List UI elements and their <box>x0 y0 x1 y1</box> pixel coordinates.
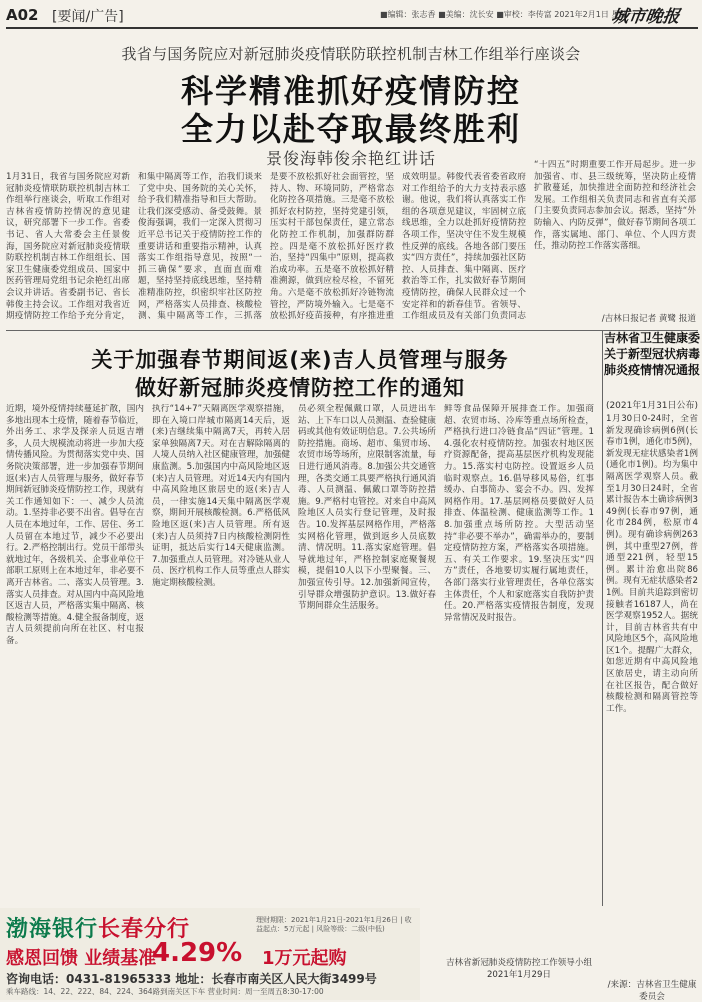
ad-address: 乘车路线：14、22、222、84、224、364路到南关区下车 营业时间：周一至周五8:30-17:00 <box>6 987 324 996</box>
notice-column-3: 员必须全程佩戴口罩，人员进出车站、上下车口以人员测温、查验健康码或其他有效证明信息。7.公共场所防控措施。商场、超市、集贸市场、农贸市场等场所，应限制客流量，每日进行通风消毒。8.加强公共交通管理，各类交通工具要严格执行通风消毒、人员测温、佩戴口罩等防控措施。9.严格村屯管控。对来自中高风险地区人员实行登记管理，及时报告。10.发挥基层网格作用，严格落实网格化管理，做到返乡人员底数清、情况明。11.落实家庭管理。倡导就地过年，严格控制家庭聚餐规模，提倡10人以下小型聚餐。三、加强宣传引导。12.加强新闻宣传，引导群众增强防护意识。13.做好春节期间群众生活服务。 <box>298 404 436 612</box>
top-article-column-5: “十四五”时期重要工作开局起步。进一步加强省、市、县三级统筹，坚决防止疫情扩散蔓延，加快推进全面防控和经济社会发展。工作组相关负责同志和省直有关部门主要负责同志参加会议。据悉，坚持“外防输入、内防反弹”，做好春节期间各项工作，落实属地、部门、单位、个人四方责任，推动防控工作落实落细。 <box>534 160 696 252</box>
page-number: A02 <box>6 6 39 24</box>
top-article-kicker: 我省与国务院应对新冠肺炎疫情联防联控机制吉林工作组举行座谈会 <box>121 45 581 63</box>
top-article-headline-2: 全力以赴夺取最终胜利 <box>180 110 521 148</box>
top-article-signature: /吉林日报记者 黄鹭 报道 <box>601 314 696 324</box>
ad-rate: 4.29% <box>152 938 243 968</box>
notice-signature-date: 2021年1月29日 <box>486 970 552 980</box>
side-report-signature: /来源：吉林省卫生健康委员会 <box>607 980 697 1002</box>
section-bracket-right: ] <box>118 9 124 25</box>
ad-slogan: 感恩回馈 业绩基准 <box>6 948 157 969</box>
ad-bank-name-part2: 长春分行 <box>98 917 191 942</box>
side-report-date: (2021年1月31日公布) <box>605 401 699 411</box>
ad-bank-name-part1: 渤海银行 <box>6 917 99 942</box>
notice-title-2: 做好新冠肺炎疫情防控工作的通知 <box>135 376 465 400</box>
top-article-column-1: 1月31日，我省与国务院应对新冠肺炎疫情联防联控机制吉林工作组举行座谈会，听取工作组对吉林省疫情防控情况的意见建议，研究部署下一步工作。省委书记、省人大常委会主任景俊海，国务院应对新冠肺炎疫情联防联控机制吉林工作组组长、国家卫生健康委党组成员、国家中医药管理局党组书记余艳红出席会议并讲话。省委副书记、省长韩俊主持会议。工作组对我省近期疫情防控工作给予充分肯定， <box>6 172 130 322</box>
side-report-title: 吉林省卫生健康委关于新型冠状病毒肺炎疫情情况通报 <box>604 331 701 377</box>
section-bracket-left: [ <box>52 9 58 25</box>
top-article-byline: 景俊海韩俊余艳红讲话 <box>265 149 436 168</box>
newspaper-brand: 城市晚报 <box>610 7 681 27</box>
section-name: 要闻/广告 <box>57 9 119 25</box>
top-article-column-4: 成效明显。韩俊代表省委省政府对工作组给予的大力支持表示感谢。他说，我们将认真落实工作组的各项意见建议，牢固树立底线思维，全力以赴抓好疫情防控各项工作，坚决守住不发生规模性反弹的底线。各地各部门要压实“四方责任”，持续加强社区防控、人员排查、集中隔离、医疗救治等工作，扎实做好春节期间疫情防控，确保人民群众过一个安定祥和的新春佳节。省领导、工作组成员及有关部门负责同志 <box>402 172 526 322</box>
header-rule <box>6 27 698 29</box>
top-article-column-3: 是要不放松抓好社会面管控，坚持人、物、环境同防，严格常态化防控各项措施。三是毫不放松抓好农村防控，坚持党建引领，压实村干部包保责任，建立常态化防控工作机制，加强群防群控。四是毫不放松抓好医疗救治，坚持“四集中”原则，提高救治成功率。五是毫不放松抓好精准溯源，做到应检尽检，不留死角。六是毫不放松抓好冷链物流管控，严防境外输入。七是毫不放松抓好疫苗接种，有序推进重 <box>270 172 394 322</box>
editor-credits: ■编辑：张志香 ■美编：沈长安 ■审校：李传富 2021年2月1日 星期一 <box>380 10 636 19</box>
ad-phone: 咨询电话：0431-81965333 地址：长春市南关区人民大街3499号 <box>6 972 377 986</box>
side-report-body: 1月30日0-24时，全省新发现确诊病例6例(长春市1例，通化市5例)，新发现无症状感染者1例(通化市1例)。均为集中隔离医学观察人员。截至1月30日24时，全省累计报告本土确诊病例349例(长春市97例，通化市284例，松原市4例)。现有确诊病例263例，其中重型27例，普通型221例，轻型15例。累计治愈出院86例。现有无症状感染者21例。目前共追踪到密切接触者16187人，尚在医学观察1952人。据统计，目前吉林省共有中风险地区5个，高风险地区1个。提醒广大群众，如您近期有中高风险地区旅居史，请主动向所在社区报告，配合做好核酸检测和隔离管控等工作。 <box>606 414 698 714</box>
ad-minimum-amount: 1万元起购 <box>262 948 347 969</box>
top-article-column-2: 和集中隔离等工作，治我们谈来了党中央、国务院的关心关怀，给予我们精准指导和巨大帮助。让我们深受感动、备受鼓舞。景俊海强调，我们一定深入贯彻习近平总书记关于疫情防控工作的重要讲话和重要指示精神，认真落实工作组指导意见，按照“一抓三确保”要求，直面直面难题，坚持坚持底线思维，坚持精准精准防控，织密织牢社区防控网，严格落实人员排查、核酸检测、集中隔离等工作，三抓落 <box>138 172 262 322</box>
section-label <box>52 6 124 26</box>
top-article-headline-1: 科学精准抓好疫情防控 <box>180 72 521 110</box>
notice-signature-org: 吉林省新冠肺炎疫情防控工作领导小组 <box>445 958 593 968</box>
notice-column-2: 执行“14+7”天隔离医学观察措施，即在入境口岸城市隔离14天后，返(来)吉继续集中隔离7天，再转入居家单独隔离7天。对在吉解除隔离的人境人员纳入社区健康管理，加强健康监测。5.加强国内中高风险地区返(来)吉人员管理。对近14天内有国内中高风险地区旅居史的返(来)吉人员，一律实施14天集中隔离医学观察，期间开展核酸检测。6.严格低风险地区返(来)吉人员管理。所有返(来)吉人员须持7日内核酸检测阴性证明，抵达后实行14天健康监测。7.加强重点人员管理。对冷链从业人员、医疗机构工作人员等重点人群实施定期核酸检测。 <box>152 404 290 588</box>
column-divider <box>602 330 603 906</box>
notice-column-1: 近期，境外疫情持续蔓延扩散，国内多地出现本土疫情，随着春节临近，外出务工、求学及探亲人员返吉增多，人员大规模流动将进一步加大疫情传播风险。为贯彻落实党中央、国务院决策部署，进一步加强春节期间返(来)吉人员管理与服务，做好春节期间新冠肺炎疫情防控工作，现就有关工作通知如下：一、减少人员流动。1.坚持非必要不出省。倡导在吉人员在本地过年，工作、居住、务工人员留在本地过节，减少不必要出行。2.严格控制出行。党员干部带头就地过年，各级机关、企事业单位干部职工原则上在本地过年，非必要不离开吉林省。二、落实人员管理。3.落实人员排查。对从国内中高风险地区返吉人员，严格落实集中隔离、核酸检测等措施。4.健全报备制度，返吉人员须提前向所在社区、村屯报备。 <box>6 404 144 646</box>
section-divider <box>6 330 698 331</box>
ad-fine-print: 理财期限：2021年1月21日-2021年1月26日 | 收益起点：5万元起 | 风险等级：二级(中低) <box>256 916 412 933</box>
notice-title-1: 关于加强春节期间返(来)吉人员管理与服务 <box>91 348 509 372</box>
notice-column-4: 鲜等食品保障开展排查工作。加强商超、农贸市场、冷库等重点场所检查，严格执行进口冷链食品“四证”管理。14.强化农村疫情防控。加强农村地区医疗资源配备，提高基层医疗机构发现能力。15.落实村屯防控。设置返乡人员临时观察点。16.倡导移风易俗，红事缓办、白事简办、宴会不办。四、发挥网格作用。17.基层网格员要做好人员排查、体温检测、健康监测等工作。18.加强重点场所防控。大型活动坚持“非必要不举办”，确需举办的，要制定疫情防控方案，严格落实各项措施。五、有关工作要求。19.坚决压实“四方”责任，各地要切实履行属地责任，各部门落实行业管理责任，各单位落实主体责任，个人和家庭落实自我防护责任。20.严格落实疫情报告制度，发现异常情况及时报告。 <box>444 404 594 623</box>
